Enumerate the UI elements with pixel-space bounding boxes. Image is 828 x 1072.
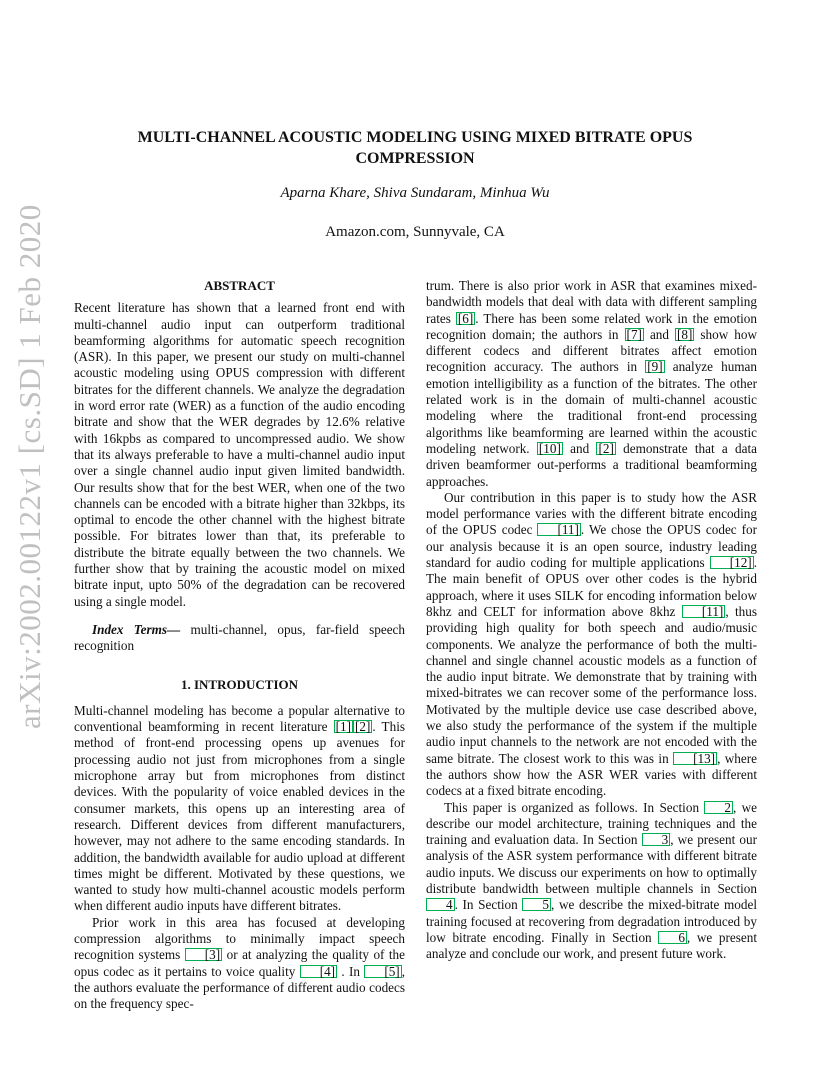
citation-link[interactable]: [2] bbox=[355, 719, 371, 735]
citation-link[interactable]: [3] bbox=[185, 948, 222, 961]
citation-link[interactable]: [8] bbox=[677, 326, 693, 342]
intro-p2-continued: , the authors evaluate the performance of different audio codecs on the frequency spec- bbox=[74, 963, 405, 1012]
citation-link[interactable]: [11] bbox=[682, 605, 725, 618]
index-terms-text: multi-channel, opus, far-field speech recognition bbox=[74, 621, 405, 654]
section-link[interactable]: 6 bbox=[658, 931, 687, 944]
intro-paragraph-4: This paper is organized as follows. In Section 2 , we describe our model architecture, training techniques and the training and evaluation data. In Section 3 , we present our analysis of the ASR system performance with different bitrate audio inputs. We discuss our experiments on how to optimally distribute bandwidth between multiple channels in Section 4 . In Section 5 , we describe the mixed-bitrate model training focused at recovering from degradation introduced by low bitrate encoding. Finally in Section 6 , we present analyze and conclude our work, and present future work. bbox=[426, 799, 758, 962]
intro-paragraph-2: Prior work in this area has focused at developing compression algorithms to minimally impact speech recognition systems [3] or at analyzing the quality of the opus codec as it pertains to voice quality [4] . In [5] , the authors evaluate the performance of different audio codecs on the frequency spec- bbox=[74, 914, 405, 1012]
arxiv-sidebar bbox=[10, 204, 50, 729]
abstract-text: Recent literature has shown that a learned front end with multi-channel audio input can outperform traditional beamforming algorithms for automatic speech recognition (ASR). In this paper, we present our study on multi-channel acoustic modeling using OPUS compression with different bitrates for the different channels. We analyze the degradation in word error rate (WER) as a function of the audio encoding bitrate and show that the WER degrades by 12.6% relative with 16kpbs as compared to uncompressed audio. We show that its always preferable to have a multi-channel audio input over a single channel audio input given limited bandwidth. Our results show that for the best WER, when one of the two channels can be encoded with a bitrate higher than 32kbps, its optimal to encode the other channel with the highest bitrate possible. For bitrates lower than that, its preferable to distribute the bitrate equally between the two channels. We further show that by training the acoustic model on mixed bitrate input, upto 50% of the degradation can be recovered using a single model. bbox=[74, 300, 405, 609]
intro-paragraph-2-cont: trum. There is also prior work in ASR that examines mixed-bandwidth models that deal with data with different sampling rates [6] . There has been some related work in the emotion recognition domain; the authors in [7] and [8] show how different codecs and different bitrates affect emotion recognition accuracy. The authors in [9] analyze human emotion intelligibility as a function of the bitrates. The other related work is in the domain of multi-channel acoustic modeling where the traditional front-end processing algorithms like beamforming are learned within the acoustic modeling network. [10] and [2] demonstrate that a data driven beamformer out-performs a traditional beamforming approaches. bbox=[426, 278, 757, 489]
intro-heading: 1. INTRODUCTION bbox=[180, 676, 298, 692]
intro-paragraph-1: Multi-channel modeling has become a popular alternative to conventional beamforming in recent literature [1] [2] . This method of front-end processing opens up avenues for processing audio not just from microphones from a single microphone array but from microphones from distinct devices. With the popularity of voice enabled devices in the consumer markets, this opens up an interesting area of research. Different devices from different manufacturers, however, may not adhere to the same encoding standards. In addition, the bandwidth available for audio upload at different times might be different. Motivated by these questions, we wanted to study how multi-channel acoustic models perform when different audio inputs have different bitrates. bbox=[74, 702, 405, 914]
intro-paragraph-3: Our contribution in this paper is to study how the ASR model performance varies with the different bitrate encoding of the OPUS codec [11] . We chose the OPUS codec for our analysis because it is an open source, industry leading standard for audio coding for multiple applications [12] . The main benefit of OPUS over other codes is the hybrid approach, where it uses SILK for encoding information below 8khz and CELT for information above 8khz [11] , thus providing high quality for both speech and audio/music components. We analyze the performance of both the multi-channel and single channel acoustic models as a function of the audio input bitrate. We demonstrate that by training with mixed-bitrates we can recover some of the performance loss. Motivated by the multiple device use case described above, we also study the performance of the system if the multiple audio input channels to the network are not encoded with the same bitrate. The closest work to this was in [13] , where the authors show how the ASR WER varies with different codecs at a fixed bitrate encoding. bbox=[426, 489, 758, 799]
section-link[interactable]: 5 bbox=[522, 898, 551, 911]
left-column bbox=[74, 278, 405, 1012]
citation-link[interactable]: [1] bbox=[335, 719, 352, 735]
citation-link[interactable]: [6] bbox=[457, 310, 474, 326]
citation-link[interactable]: [5] bbox=[364, 965, 401, 978]
index-terms-label: Index Terms— bbox=[92, 621, 181, 637]
arxiv-identifier: arXiv:2002.00122v1 [cs.SD] 1 Feb 2020 bbox=[12, 204, 47, 729]
section-link[interactable]: 3 bbox=[642, 833, 671, 846]
citation-link[interactable]: [4] bbox=[300, 965, 337, 978]
citation-link[interactable]: [13] bbox=[673, 752, 717, 765]
citation-link[interactable]: [10] bbox=[538, 440, 561, 456]
citation-link[interactable]: [2] bbox=[598, 440, 614, 456]
section-link[interactable]: 4 bbox=[426, 898, 455, 911]
abstract-heading: ABSTRACT bbox=[204, 278, 275, 293]
index-terms bbox=[74, 622, 405, 655]
right-column bbox=[426, 278, 757, 962]
citation-link[interactable]: [7] bbox=[626, 326, 642, 342]
paper-title: MULTI-CHANNEL ACOUSTIC MODELING USING MIXED BITRATE OPUS COMPRESSION bbox=[137, 129, 693, 167]
citation-link[interactable]: [9] bbox=[647, 359, 663, 375]
citation-link[interactable]: [11] bbox=[537, 523, 580, 536]
paper-authors: Aparna Khare, Shiva Sundaram, Minhua Wu bbox=[280, 185, 550, 201]
section-link[interactable]: 2 bbox=[704, 801, 733, 814]
citation-link[interactable]: [12] bbox=[710, 556, 754, 569]
paper-affiliation: Amazon.com, Sunnyvale, CA bbox=[325, 224, 505, 240]
